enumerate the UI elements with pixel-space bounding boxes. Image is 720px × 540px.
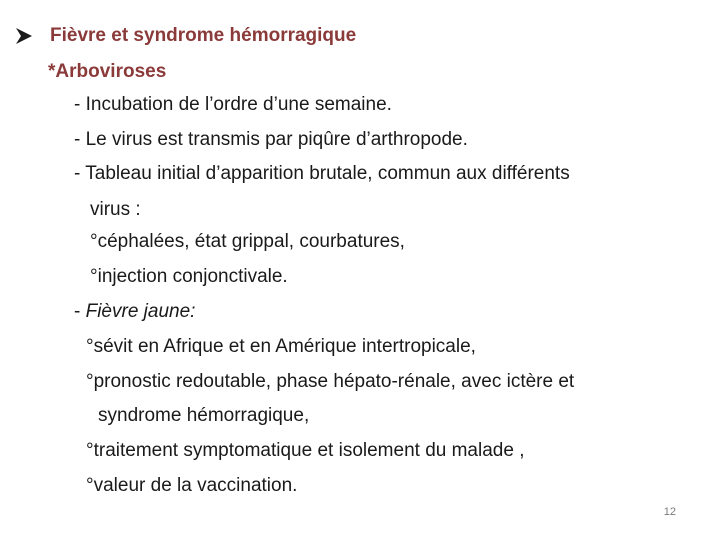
slide-subheading: *Arboviroses	[48, 61, 167, 82]
yellow-fever-label: Fièvre jaune:	[85, 301, 196, 322]
text-line: °valeur de la vaccination.	[86, 475, 298, 496]
text-line: °traitement symptomatique et isolement du malade ,	[86, 440, 525, 461]
text-line: - Le virus est transmis par piqûre d’arthropode.	[74, 129, 468, 150]
text-line: syndrome hémorragique,	[98, 405, 310, 426]
text-line: °sévit en Afrique et en Amérique intertropicale,	[86, 336, 476, 357]
text-line: virus :	[90, 199, 141, 220]
dash-prefix: -	[74, 301, 86, 322]
text-line: °injection conjonctivale.	[90, 266, 288, 287]
text-line	[74, 300, 195, 324]
text-line: °céphalées, état grippal, courbatures,	[90, 231, 405, 252]
text-line: - Incubation de l’ordre d’une semaine.	[74, 94, 392, 115]
text-line: - Tableau initial d’apparition brutale, commun aux différents	[74, 163, 570, 184]
arrowhead-bullet-icon	[14, 26, 34, 46]
text-line: °pronostic redoutable, phase hépato-rénale, avec ictère et	[86, 371, 575, 392]
slide-heading: Fièvre et syndrome hémorragique	[50, 25, 357, 46]
page-number: 12	[663, 506, 676, 518]
